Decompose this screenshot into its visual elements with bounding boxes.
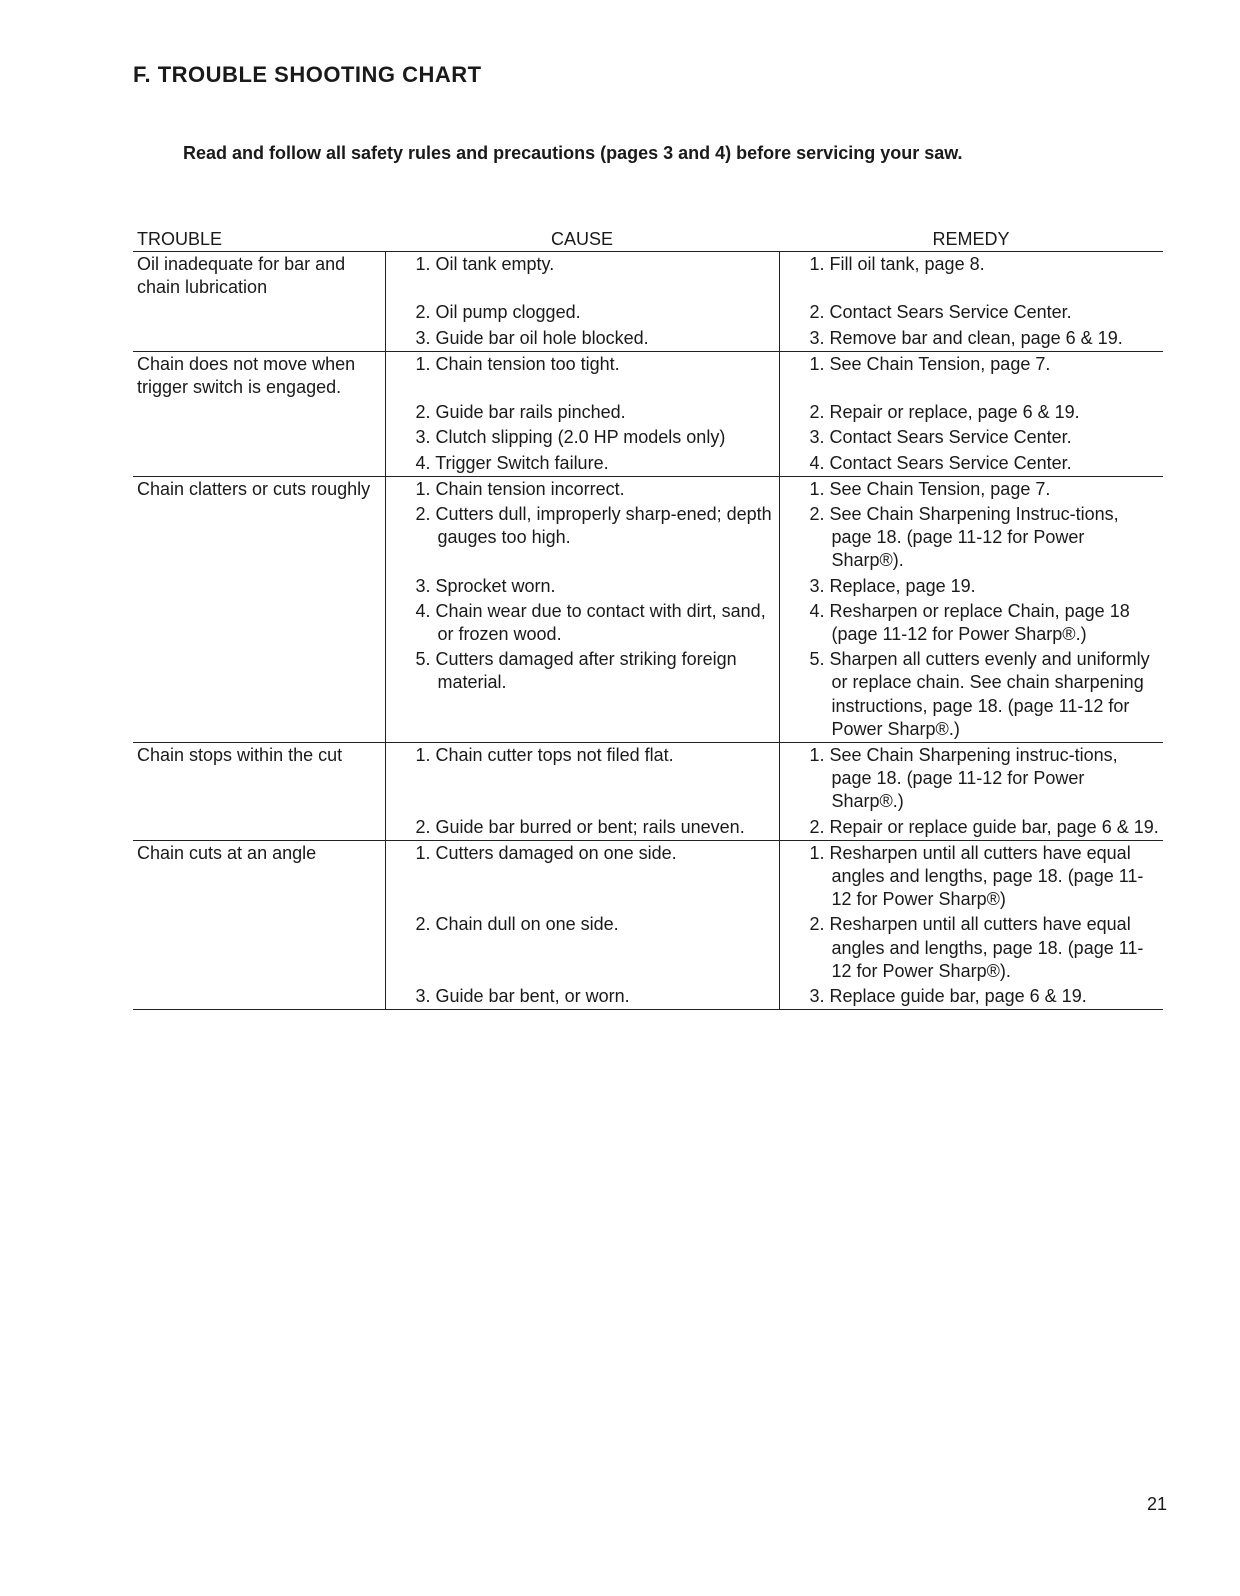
- cause-item: 3. Clutch slipping (2.0 HP models only): [415, 427, 726, 448]
- cause-cell: [385, 743, 779, 815]
- cause-cell: [385, 351, 779, 400]
- remedy-item: 1. See Chain Sharpening instruc-tions, page 18. (page 11-12 for Power Sharp®.): [809, 745, 1118, 812]
- remedy-item: 1. See Chain Tension, page 7.: [809, 353, 1051, 374]
- table-row: [133, 326, 1163, 352]
- trouble-cell: [133, 300, 385, 325]
- table-row: [133, 912, 1163, 984]
- table-row: [133, 451, 1163, 477]
- table-row: [133, 815, 1163, 841]
- cause-cell: [385, 451, 779, 477]
- trouble-cell: Chain stops within the cut: [137, 745, 343, 766]
- cause-cell: [385, 840, 779, 912]
- table-row: [133, 647, 1163, 742]
- remedy-item: 4. Contact Sears Service Center.: [809, 452, 1072, 473]
- table-header: [133, 225, 1163, 252]
- cause-item: 2. Chain dull on one side.: [415, 914, 619, 935]
- header-trouble: TROUBLE: [133, 225, 385, 252]
- cause-item: 3. Sprocket worn.: [415, 575, 556, 596]
- cause-item: 1. Chain cutter tops not filed flat.: [415, 745, 674, 766]
- cause-item: 2. Cutters dull, improperly sharp-ened; depth gauges too high.: [415, 504, 772, 548]
- remedy-item: 3. Contact Sears Service Center.: [809, 427, 1072, 448]
- trouble-cell: Chain cuts at an angle: [137, 842, 317, 863]
- cause-item: 4. Trigger Switch failure.: [415, 452, 609, 473]
- table-row: [133, 400, 1163, 425]
- remedy-cell: [779, 351, 1163, 400]
- page-number: 21: [1147, 1494, 1168, 1514]
- trouble-cell: [133, 574, 385, 599]
- remedy-item: 2. Contact Sears Service Center.: [809, 302, 1072, 323]
- remedy-cell: [779, 984, 1163, 1010]
- cause-item: 5. Cutters damaged after striking foreign material.: [415, 649, 737, 693]
- remedy-item: 2. Repair or replace guide bar, page 6 & 19.: [809, 816, 1159, 837]
- remedy-item: 2. Repair or replace, page 6 & 19.: [809, 402, 1080, 423]
- cause-cell: [385, 599, 779, 647]
- remedy-cell: [779, 743, 1163, 815]
- trouble-cell: [133, 400, 385, 425]
- remedy-cell: [779, 326, 1163, 352]
- table-row: [133, 984, 1163, 1010]
- remedy-item: 2. See Chain Sharpening Instruc-tions, page 18. (page 11-12 for Power Sharp®).: [809, 504, 1119, 571]
- trouble-shooting-table: [133, 225, 1163, 1010]
- table-row: [133, 574, 1163, 599]
- cause-cell: [385, 425, 779, 450]
- remedy-item: 3. Remove bar and clean, page 6 & 19.: [809, 327, 1123, 348]
- remedy-cell: [779, 599, 1163, 647]
- remedy-item: 1. See Chain Tension, page 7.: [809, 478, 1051, 499]
- cause-item: 2. Guide bar burred or bent; rails uneven.: [415, 816, 745, 837]
- remedy-cell: [779, 425, 1163, 450]
- cause-cell: [385, 815, 779, 841]
- table-row: [133, 599, 1163, 647]
- trouble-cell: Chain clatters or cuts roughly: [137, 478, 371, 499]
- trouble-cell: [133, 815, 385, 841]
- table-row: [133, 425, 1163, 450]
- cause-cell: [385, 574, 779, 599]
- cause-item: 1. Chain tension too tight.: [415, 353, 620, 374]
- table-body: [133, 252, 1163, 1010]
- cause-item: 1. Oil tank empty.: [415, 254, 555, 274]
- cause-item: 1. Chain tension incorrect.: [415, 478, 625, 499]
- cause-cell: [385, 300, 779, 325]
- cause-cell: [385, 647, 779, 742]
- header-remedy: REMEDY: [779, 225, 1163, 252]
- cause-cell: [385, 400, 779, 425]
- safety-note: Read and follow all safety rules and precautions (pages 3 and 4) before servicing your saw.: [183, 143, 963, 163]
- cause-cell: [385, 252, 779, 301]
- cause-item: 3. Guide bar oil hole blocked.: [415, 327, 649, 348]
- remedy-item: 1. Fill oil tank, page 8.: [809, 254, 985, 274]
- trouble-cell: Chain does not move when trigger switch is engaged.: [137, 353, 356, 398]
- remedy-item: 2. Resharpen until all cutters have equal angles and lengths, page 18. (page 11-12 for Power Sharp®).: [809, 914, 1144, 981]
- trouble-cell: [133, 451, 385, 477]
- remedy-cell: [779, 252, 1163, 301]
- remedy-cell: [779, 574, 1163, 599]
- trouble-cell: [133, 502, 385, 574]
- trouble-cell: [133, 326, 385, 352]
- trouble-cell: [133, 425, 385, 450]
- cause-item: 1. Cutters damaged on one side.: [415, 842, 677, 863]
- table-row: [133, 840, 1163, 912]
- cause-cell: [385, 984, 779, 1010]
- table-row: [133, 476, 1163, 502]
- cause-item: 3. Guide bar bent, or worn.: [415, 986, 630, 1007]
- table-row: [133, 502, 1163, 574]
- remedy-cell: [779, 647, 1163, 742]
- cause-item: 2. Guide bar rails pinched.: [415, 402, 626, 423]
- trouble-cell: [133, 912, 385, 984]
- header-cause: CAUSE: [385, 225, 779, 252]
- remedy-item: 1. Resharpen until all cutters have equal angles and lengths, page 18. (page 11-12 for Power Sharp®): [809, 842, 1144, 910]
- trouble-cell: [133, 647, 385, 742]
- remedy-cell: [779, 815, 1163, 841]
- remedy-cell: [779, 840, 1163, 912]
- remedy-cell: [779, 476, 1163, 502]
- remedy-cell: [779, 300, 1163, 325]
- remedy-item: 3. Replace guide bar, page 6 & 19.: [809, 986, 1087, 1007]
- cause-cell: [385, 326, 779, 352]
- cause-cell: [385, 476, 779, 502]
- remedy-cell: [779, 400, 1163, 425]
- remedy-item: 4. Resharpen or replace Chain, page 18 (page 11-12 for Power Sharp®.): [809, 600, 1130, 645]
- remedy-cell: [779, 502, 1163, 574]
- table-row: [133, 743, 1163, 815]
- remedy-item: 3. Replace, page 19.: [809, 575, 976, 596]
- table-row: [133, 351, 1163, 400]
- remedy-cell: [779, 912, 1163, 984]
- trouble-cell: [133, 984, 385, 1010]
- table-row: [133, 252, 1163, 301]
- cause-item: 4. Chain wear due to contact with dirt, sand, or frozen wood.: [415, 600, 766, 645]
- cause-cell: [385, 502, 779, 574]
- remedy-item: 5. Sharpen all cutters evenly and uniformly or replace chain. See chain sharpening instructions, page 18. (page 11-12 for Power Sharp®.): [809, 649, 1150, 739]
- remedy-cell: [779, 451, 1163, 477]
- cause-cell: [385, 912, 779, 984]
- table-row: [133, 300, 1163, 325]
- cause-item: 2. Oil pump clogged.: [415, 302, 581, 323]
- trouble-cell: [133, 599, 385, 647]
- trouble-cell: Oil inadequate for bar and chain lubrication: [137, 254, 346, 298]
- page-title: F. TROUBLE SHOOTING CHART: [133, 62, 482, 87]
